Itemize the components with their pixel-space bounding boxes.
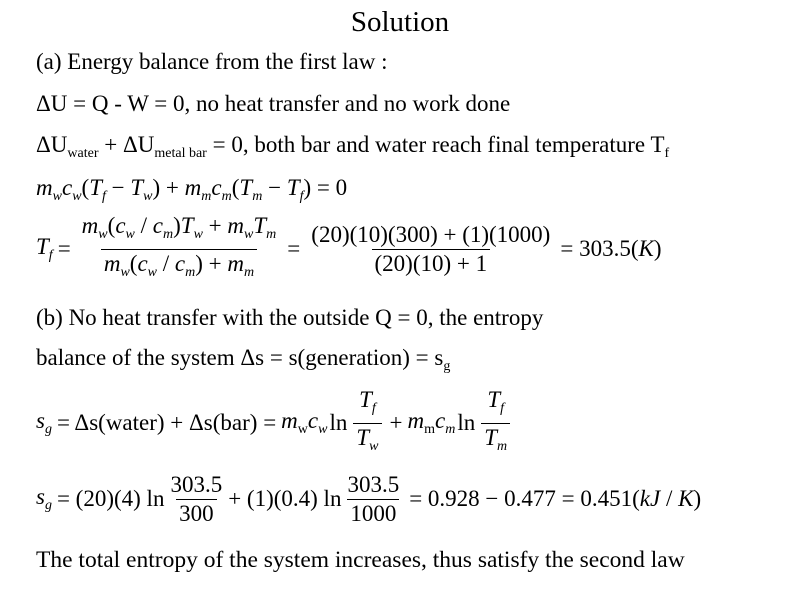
numeric-denominator: (20)(10) + 1: [372, 249, 491, 277]
final-temperature-numeric-fraction: [308, 222, 553, 277]
calc-fraction-1-numerator: 303.5: [170, 471, 223, 497]
first-law-note: no heat transfer and no work done: [190, 91, 511, 116]
first-law-equation: ΔU = Q - W = 0,: [36, 91, 191, 116]
entropy-balance-text: balance of the system Δs = s(generation) = s: [36, 345, 444, 370]
calc-fraction-2-numerator: 303.5: [347, 471, 400, 497]
subscript-f: f: [664, 146, 670, 161]
first-law-line: [36, 89, 510, 119]
entropy-generation-calculation: $s_g$ = (20)(4) ln $\frac{303.5}{300}$ + (1)(0.4) ln $\frac{303.5}{1000}$ = 0.928 − 0.477 = 0.451(kJ / K): [36, 471, 702, 526]
entropy-generation-equation: $s_g$ = Δs(water) + Δs(bar) = $m_wc_w$ ln $\frac{T_f}{T_w}$ + $m_mc_m$ ln $\frac{T_f}{T_m}$: [36, 388, 513, 458]
delta-u-metal: + ΔU: [98, 132, 155, 157]
conclusion-text: The total entropy of the system increases, thus satisfy the second law: [36, 547, 685, 573]
final-temperature-equation: $T_f$ = $\frac{m_w(c_w / c_m)T_w + m_wT_m}{m_w(c_w / c_m) + m_m}$ = $\frac{(20)(10)(300) + (1)(1000)}{(20)(10) + 1}$ = 303.5(K): [36, 216, 662, 282]
delta-u-water: ΔU: [36, 132, 68, 157]
subscript-metal-bar: metal bar: [154, 146, 207, 161]
part-b-heading: (b) No heat transfer with the outside Q = 0, the entropy: [36, 305, 544, 330]
calc-fraction-1-denominator: 300: [176, 499, 217, 527]
final-temperature-symbolic-fraction: $\frac{m_w(c_w / c_m)T_w + m_wT_m}{m_w(c_w / c_m) + m_m}$: [79, 213, 280, 286]
calc-fraction-2-denominator: 1000: [347, 499, 399, 527]
numeric-numerator: (20)(10)(300) + (1)(1000): [311, 221, 551, 247]
entropy-balance-line: [36, 343, 450, 382]
energy-balance-note: = 0, both bar and water reach final temperature T: [206, 132, 665, 157]
calc-term-1: = (20)(4) ln: [56, 486, 165, 511]
calc-term-2: + (1)(0.4) ln: [228, 486, 342, 511]
energy-balance-line: [36, 130, 669, 169]
part-a-heading: (a) Energy balance from the first law :: [36, 49, 388, 74]
heat-balance-equation: $m_wc_w(T_f - T_w) + m_mc_m(T_m - T_f) = 0$: [36, 175, 348, 204]
subscript-water: water: [67, 146, 99, 161]
subscript-g: g: [443, 359, 451, 374]
page-title: Solution: [350, 6, 450, 38]
